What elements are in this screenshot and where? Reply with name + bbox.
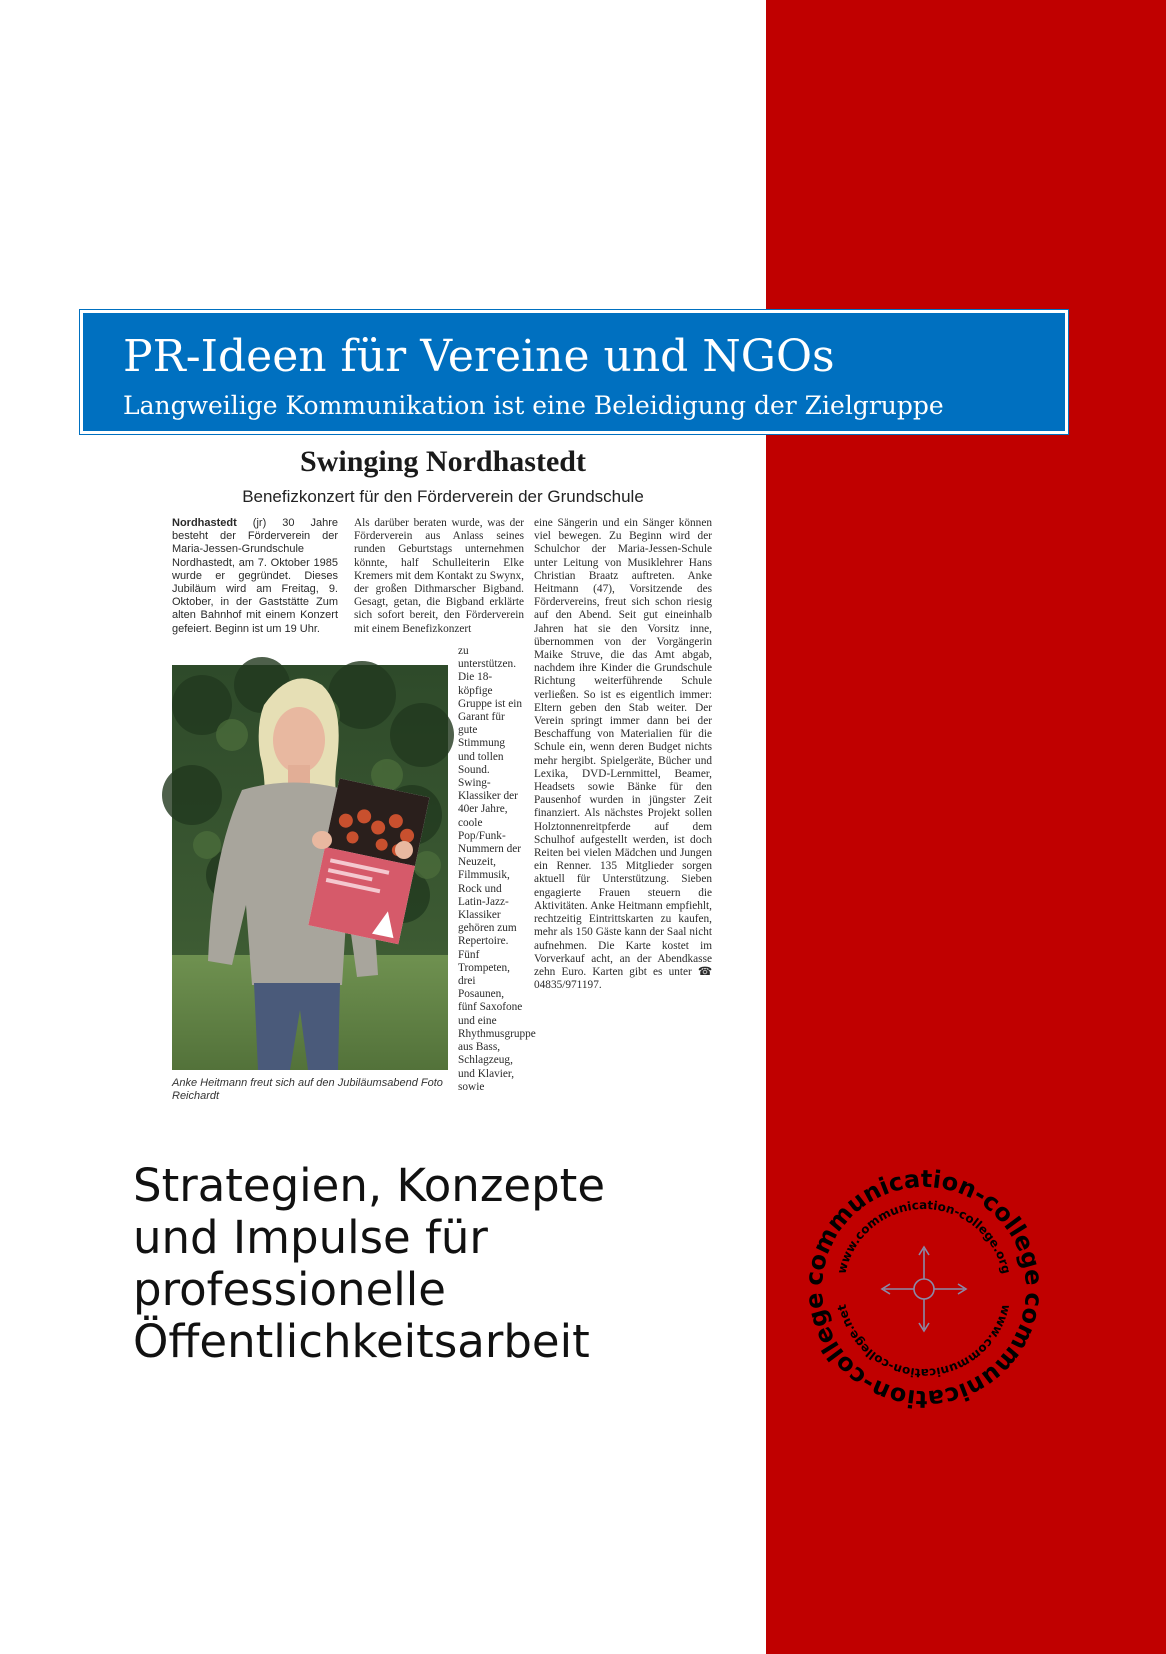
logo-text-outer-top: communication-college: [800, 1165, 1048, 1287]
communication-college-logo: [800, 1165, 1048, 1413]
article-column-3: eine Sängerin und ein Sänger können viel bewegen. Zu Beginn wird der Schulchor der Maria-Jessen-Schule unter Leitung von Musiklehrer Hans Christian Braatz auftreten. Anke Heitmann (47), Vorsitzende des Fördervereins, freut sich schon riesig auf den Abend. Seit gut eineinhalb Jahren hat sie den Vorsitz inne, übernommen von der Vorgängerin Maike Struve, die das Amt abgab, nachdem ihre Kinder die Grundschule Richtung weiterführende Schule verließen. So ist es eigentlich immer: Eltern geben den Stab weiter. Der Verein springt immer dann bei der Beschaffung von Materialien für die Schule ein, wenn deren Budget nichts mehr hergibt. Spielgeräte, Bücher und Lexika, DVD-Lernmittel, Beamer, Headsets sowie Bänke für den Pausenhof wurden in jüngster Zeit finanziert. Als nächstes Projekt sollen Holztonnenreitpferde auf dem Schulhof aufgestellt werden, ist doch Reiten bei vielen Mädchen und Jungen ein Renner. 135 Mitglieder sorgen aktuell für Unterstützung. Sieben engagierte Frauen steuern die Aktivitäten. Anke Heitmann empfiehlt, rechtzeitig Eintrittskarten zu kaufen, mehr als 150 Gäste kann der Saal nicht aufnehmen. Die Karte kostet im Vorverkauf acht, an der Abendkasse zehn Euro. Karten gibt es unter ☎ 04835/971197.: [534, 517, 712, 992]
tagline-line-2: und Impulse für: [133, 1211, 488, 1264]
logo-text-inner-bottom: www.communication-college.net: [834, 1303, 1014, 1381]
logo-text-outer-bottom: communication-college: [800, 1291, 1048, 1413]
article-photo: [172, 665, 448, 1070]
article-column-1: [172, 517, 338, 655]
page-title: PR-Ideen für Vereine und NGOs: [123, 331, 835, 382]
tagline: [133, 1160, 753, 1368]
article-lead-text: (jr) 30 Jahre besteht der Förderverein der Maria-Jessen-Grundschule Nordhastedt, am 7. Oktober 1985 wurde er gegründet. Dieses Jubiläum wird am Freitag, 9. Oktober, in der Gaststätte Zum alten Bahnhof mit einem Konzert gefeiert. Beginn ist um 19 Uhr.: [172, 517, 338, 635]
article-column-2: Als darüber beraten wurde, was der Förderverein aus Anlass seines runden Geburtstags unternehmen könnte, half Schulleiterin Elke Kremers mit dem Kontakt zu Swynx, der großen Dithmarscher Bigband. Gesagt, getan, die Bigband erklärte sich sofort bereit, den Förderverein mit einem Benefizkonzert: [354, 517, 524, 635]
article-subhead: Benefizkonzert für den Förderverein der Grundschule: [242, 487, 644, 506]
page-subtitle: Langweilige Kommunikation ist eine Beleidigung der Zielgruppe: [123, 391, 944, 420]
logo-text-inner-top: www.communication-college.org: [834, 1197, 1014, 1276]
title-banner: [80, 310, 1068, 434]
article-headline: Swinging Nordhastedt: [300, 445, 586, 478]
article-column-2-continued: zu unterstützen. Die 18-köpfige Gruppe ist ein Garant für gute Stimmung und tollen Sound. Swing-Klassiker der 40er Jahre, coole Pop/Funk-Nummern der Neuzeit, Filmmusik, Rock und Latin-Jazz-Klassiker gehören zum Repertoire. Fünf Trompeten, drei Posaunen, fünf Saxofone und eine Rhythmusgruppe aus Bass, Schlagzeug, und Klavier, sowie: [458, 645, 536, 1093]
photo-caption: Anke Heitmann freut sich auf den Jubiläumsabend Foto Reichardt: [172, 1077, 443, 1102]
article-dateline: Nordhastedt: [172, 517, 237, 529]
tagline-line-1: Strategien, Konzepte: [133, 1159, 606, 1212]
tagline-line-3: professionelle: [133, 1263, 446, 1316]
tagline-line-4: Öffentlichkeitsarbeit: [133, 1315, 590, 1368]
newspaper-clipping: [172, 445, 714, 1110]
